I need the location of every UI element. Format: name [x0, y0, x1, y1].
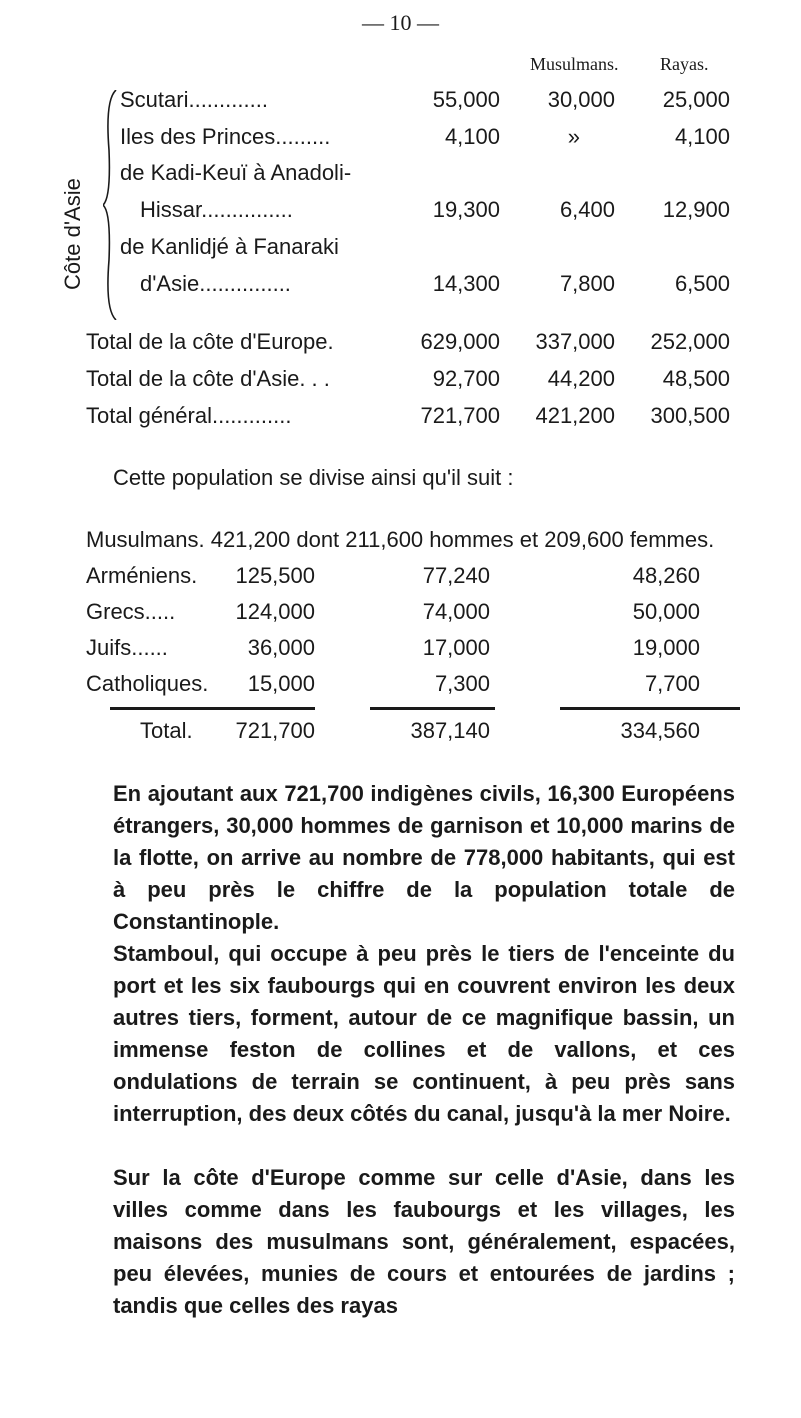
paragraph: Stamboul, qui occupe à peu près le tiers de l'enceinte du port et les six faubourgs qui en couvrent environ les deux autres tiers, forment, autour de ce magnifique bassin, un immense feston de collines et de vallons, et ces ondulations de terrain se continuent, à peu près sans interruption, des deux côtés du canal, jusqu'à la mer Noire.: [113, 941, 735, 1126]
page-number: — 10 —: [362, 10, 439, 35]
table-row: d'Asie............... 14,300 7,800 6,500: [140, 271, 730, 296]
table-row: Scutari............. 55,000 30,000 25,000: [120, 87, 730, 112]
intro-line: Cette population se divise ainsi qu'il suit :: [113, 465, 514, 490]
side-label-cote-asie: Côte d'Asie: [60, 178, 85, 290]
table-row: Iles des Princes......... 4,100 » 4,100: [120, 124, 730, 149]
table-row: Hissar............... 19,300 6,400 12,900: [140, 197, 730, 222]
sum-rule: [560, 707, 740, 710]
paragraph: En ajoutant aux 721,700 indigènes civils, 16,300 Européens étrangers, 30,000 hommes de garnison et 10,000 marins de la flotte, on arrive au nombre de 778,000 habitants, qui est à peu près le chiffre de la population totale de Constantinople.: [113, 781, 735, 934]
total-row: Total de la côte d'Asie. . . 92,700 44,200 48,500: [86, 366, 730, 391]
table-row: Musulmans. 421,200 dont 211,600 hommes et 209,600 femmes.: [86, 527, 715, 552]
total-row: Total général............. 721,700 421,200 300,500: [86, 403, 730, 428]
total-row: Total de la côte d'Europe. 629,000 337,000 252,000: [86, 329, 730, 354]
table-row: de Kadi-Keuï à Anadoli-: [120, 160, 352, 185]
paragraph: Sur la côte d'Europe comme sur celle d'Asie, dans les villes comme dans les faubourgs et les villages, les maisons des musulmans sont, généralement, espacées, peu élevées, munies de cours et entourées de jardins ; tandis que celles des rayas: [113, 1165, 735, 1318]
table-row: Juifs...... 36,000 17,000 19,000: [86, 635, 700, 660]
table-row: de Kanlidjé à Fanaraki: [120, 234, 339, 259]
table-row: Arméniens. 125,500 77,240 48,260: [86, 563, 700, 588]
sum-rule: [370, 707, 495, 710]
sum-rule: [110, 707, 315, 710]
total-row: Total. 721,700 387,140 334,560: [140, 718, 700, 743]
col-header-rayas: Rayas.: [660, 54, 709, 74]
col-header-musulmans: Musulmans.: [530, 54, 619, 74]
table-row: Catholiques. 15,000 7,300 7,700: [86, 671, 700, 696]
table-row: Grecs..... 124,000 74,000 50,000: [86, 599, 700, 624]
